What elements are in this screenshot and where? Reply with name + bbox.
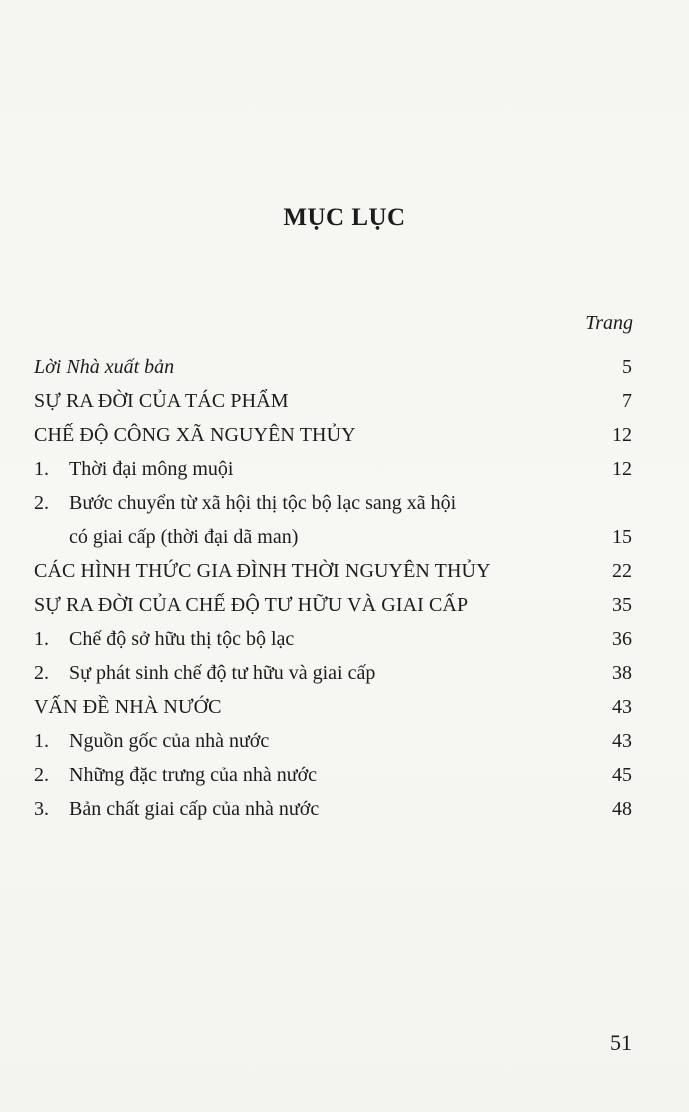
page-title: MỤC LỤC [283,204,406,231]
toc-entry-title: SỰ RA ĐỜI CỦA CHẾ ĐỘ TƯ HỮU VÀ GIAI CẤP [34,594,469,616]
toc-entry-section[interactable] [34,792,632,826]
toc-entry-chapter[interactable] [34,418,632,452]
page-column-header: Trang [585,312,633,334]
toc-entry-number: 1. [34,458,49,480]
toc-entry-page: 45 [612,764,632,786]
toc-entry-title: Những đặc trưng của nhà nước [69,764,318,786]
toc-entry-title: Nguồn gốc của nhà nước [69,730,270,752]
toc-entry-title: Bước chuyển từ xã hội thị tộc bộ lạc sang xã hội [69,492,457,514]
toc-entry-page: 38 [612,662,632,684]
toc-entry-number: 3. [34,798,49,820]
toc-entry-page: 22 [612,560,632,582]
toc-entry-title: Thời đại mông muội [69,458,234,480]
toc-entry-section[interactable] [34,724,632,758]
toc-entry-number: 1. [34,628,49,650]
toc-entry-chapter[interactable] [34,588,632,622]
table-of-contents [34,350,632,826]
toc-entry-page: 43 [612,730,632,752]
toc-entry-title: CÁC HÌNH THỨC GIA ĐÌNH THỜI NGUYÊN THỦY [34,560,491,582]
toc-entry-title: SỰ RA ĐỜI CỦA TÁC PHẨM [34,390,289,412]
toc-entry-page: 5 [622,356,632,378]
toc-entry-section[interactable] [34,622,632,656]
toc-entry-chapter[interactable] [34,384,632,418]
toc-entry-title: Sự phát sinh chế độ tư hữu và giai cấp [69,662,376,684]
toc-entry-title: Chế độ sở hữu thị tộc bộ lạc [69,628,295,650]
toc-entry-page: 43 [612,696,632,718]
toc-entry-title: Bản chất giai cấp của nhà nước [69,798,320,820]
toc-entry-chapter[interactable] [34,690,632,724]
toc-entry-page: 15 [612,526,632,548]
toc-entry-page: 12 [612,424,632,446]
toc-entry-section-continuation[interactable] [34,520,632,554]
toc-entry-title: VẤN ĐỀ NHÀ NƯỚC [34,696,222,718]
toc-entry-number: 2. [34,662,49,684]
toc-entry-number: 2. [34,492,49,514]
toc-entry-preface[interactable] [34,350,632,384]
toc-entry-chapter[interactable] [34,554,632,588]
toc-entry-title: có giai cấp (thời đại dã man) [69,526,299,548]
toc-entry-page: 35 [612,594,632,616]
page-number: 51 [610,1030,632,1055]
toc-entry-number: 2. [34,764,49,786]
toc-entry-page: 36 [612,628,632,650]
toc-entry-page: 12 [612,458,632,480]
toc-entry-page: 48 [612,798,632,820]
toc-entry-section[interactable] [34,452,632,486]
toc-entry-title: CHẾ ĐỘ CÔNG XÃ NGUYÊN THỦY [34,424,356,446]
toc-entry-section[interactable] [34,486,632,520]
toc-entry-section[interactable] [34,758,632,792]
toc-entry-number: 1. [34,730,49,752]
toc-entry-title: Lời Nhà xuất bản [34,356,175,378]
toc-entry-section[interactable] [34,656,632,690]
toc-entry-page: 7 [622,390,632,412]
